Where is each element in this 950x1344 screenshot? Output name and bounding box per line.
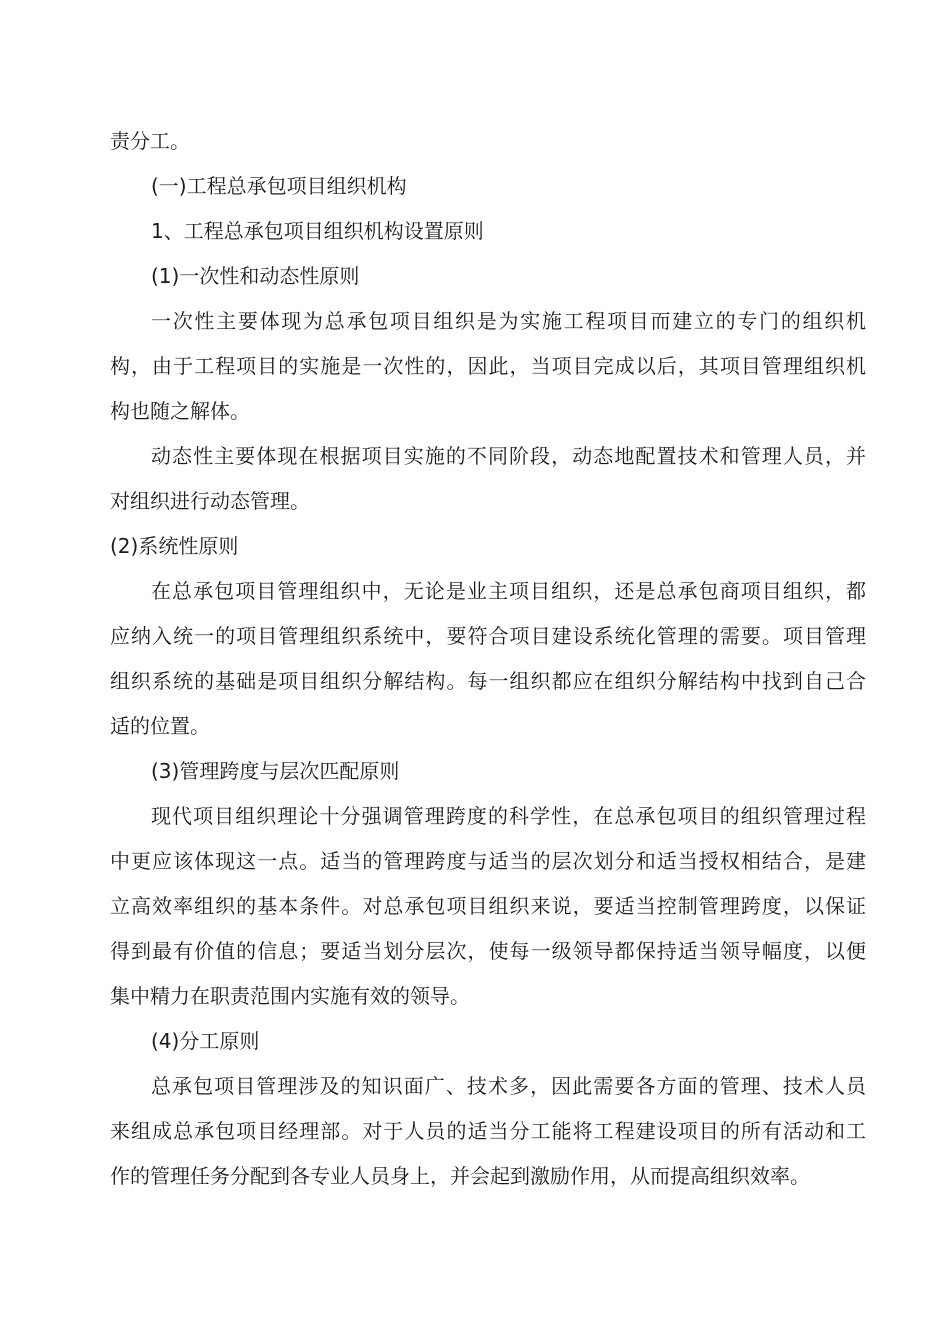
paragraph-line: 组织系统的基础是项目组织分解结构。每一组织都应在组织分解结构中找到自己合 bbox=[110, 669, 866, 693]
paragraph-line: 得到最有价值的信息；要适当划分层次，使每一级领导都保持适当领导幅度，以便 bbox=[110, 939, 866, 963]
paragraph-line: 责分工。 bbox=[110, 129, 190, 153]
paragraph-line: 来组成总承包项目经理部。对于人员的适当分工能将工程建设项目的所有活动和工 bbox=[110, 1119, 866, 1143]
principle-heading: (4)分工原则 bbox=[151, 1029, 260, 1053]
paragraph-line: 中更应该体现这一点。适当的管理跨度与适当的层次划分和适当授权相结合，是建 bbox=[110, 849, 866, 873]
section-heading: (一)工程总承包项目组织机构 bbox=[151, 174, 407, 198]
paragraph-line: 动态性主要体现在根据项目实施的不同阶段，动态地配置技术和管理人员，并 bbox=[151, 444, 866, 468]
paragraph-line: 对组织进行动态管理。 bbox=[110, 489, 310, 513]
paragraph-line: 构，由于工程项目的实施是一次性的，因此，当项目完成以后，其项目管理组织机 bbox=[110, 354, 866, 378]
principle-heading: (1)一次性和动态性原则 bbox=[151, 264, 360, 288]
paragraph-line: 总承包项目管理涉及的知识面广、技术多，因此需要各方面的管理、技术人员 bbox=[151, 1074, 866, 1098]
paragraph-line: 集中精力在职责范围内实施有效的领导。 bbox=[110, 984, 470, 1008]
paragraph-line: 构也随之解体。 bbox=[110, 399, 250, 423]
paragraph-line: 应纳入统一的项目管理组织系统中，要符合项目建设系统化管理的需要。项目管理 bbox=[110, 624, 866, 648]
subsection-heading: 1、工程总承包项目组织机构设置原则 bbox=[151, 219, 484, 243]
paragraph-line: 适的位置。 bbox=[110, 714, 210, 738]
paragraph-line: 在总承包项目管理组织中，无论是业主项目组织，还是总承包商项目组织，都 bbox=[151, 579, 866, 603]
paragraph-line: 立高效率组织的基本条件。对总承包项目组织来说，要适当控制管理跨度，以保证 bbox=[110, 894, 866, 918]
principle-heading: (2)系统性原则 bbox=[110, 534, 239, 558]
principle-heading: (3)管理跨度与层次匹配原则 bbox=[151, 759, 400, 783]
paragraph-line: 一次性主要体现为总承包项目组织是为实施工程项目而建立的专门的组织机 bbox=[151, 309, 866, 333]
paragraph-line: 作的管理任务分配到各专业人员身上，并会起到激励作用，从而提高组织效率。 bbox=[110, 1164, 810, 1188]
paragraph-line: 现代项目组织理论十分强调管理跨度的科学性，在总承包项目的组织管理过程 bbox=[151, 804, 866, 828]
